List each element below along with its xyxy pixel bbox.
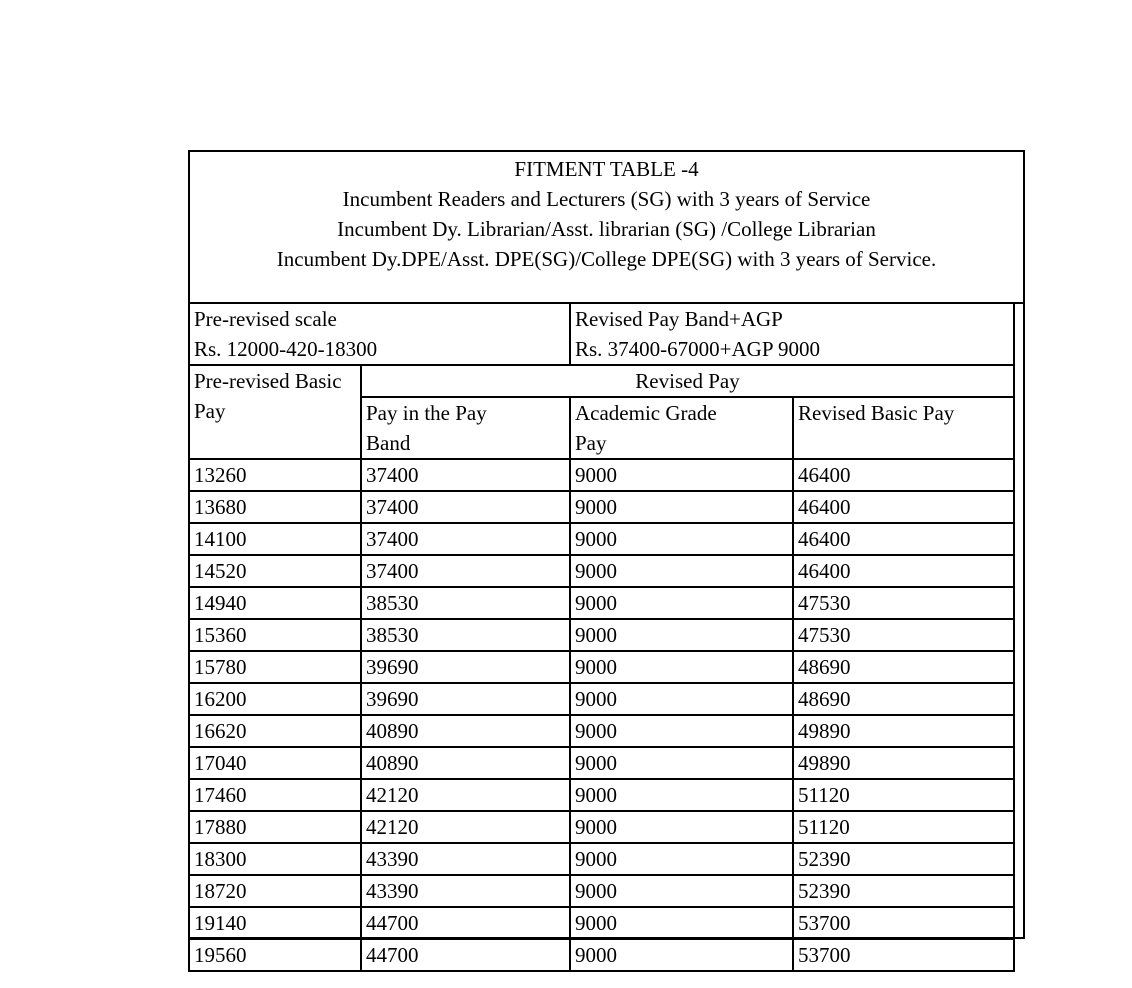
- pay-in-pay-band-cell: 37400: [361, 523, 570, 555]
- pre-revised-basic-pay-cell: 13680: [189, 491, 361, 523]
- revised-basic-pay-cell: 52390: [793, 875, 1014, 907]
- header-pay-in-pay-band: [361, 397, 570, 459]
- table-row: [189, 939, 1014, 971]
- revised-basic-pay-cell: 46400: [793, 459, 1014, 491]
- header-agp-line2: Pay: [575, 431, 607, 455]
- academic-grade-pay-cell: 9000: [570, 555, 793, 587]
- revised-pay-band-value: Rs. 37400-67000+AGP 9000: [575, 337, 820, 361]
- academic-grade-pay-cell: 9000: [570, 843, 793, 875]
- pay-in-pay-band-cell: 42120: [361, 779, 570, 811]
- academic-grade-pay-cell: 9000: [570, 811, 793, 843]
- table-row: [189, 843, 1014, 875]
- subtitle-readers-lecturers: Incumbent Readers and Lecturers (SG) with 3 years of Service: [342, 187, 871, 211]
- header-pay-band-line1: Pay in the Pay: [366, 401, 487, 425]
- pay-in-pay-band-cell: 44700: [361, 939, 570, 971]
- header-pre-revised-basic-line1: Pre-revised Basic: [194, 369, 342, 393]
- pay-in-pay-band-cell: 40890: [361, 715, 570, 747]
- table-row: [189, 587, 1014, 619]
- pay-in-pay-band-cell: 37400: [361, 459, 570, 491]
- revised-basic-pay-cell: 46400: [793, 555, 1014, 587]
- revised-basic-pay-cell: 46400: [793, 491, 1014, 523]
- pre-revised-basic-pay-cell: 16620: [189, 715, 361, 747]
- pay-in-pay-band-cell: 38530: [361, 587, 570, 619]
- academic-grade-pay-cell: 9000: [570, 491, 793, 523]
- pre-revised-basic-pay-cell: 19560: [189, 939, 361, 971]
- academic-grade-pay-cell: 9000: [570, 907, 793, 939]
- pre-revised-basic-pay-cell: 17040: [189, 747, 361, 779]
- revised-basic-pay-cell: 47530: [793, 587, 1014, 619]
- revised-basic-pay-cell: 53700: [793, 939, 1014, 971]
- pay-in-pay-band-cell: 37400: [361, 491, 570, 523]
- revised-basic-pay-cell: 51120: [793, 811, 1014, 843]
- pre-revised-basic-pay-cell: 15780: [189, 651, 361, 683]
- table-row: [189, 907, 1014, 939]
- title-block: [190, 152, 1023, 304]
- header-pay-band-line2: Band: [366, 431, 411, 455]
- academic-grade-pay-cell: 9000: [570, 523, 793, 555]
- pre-revised-basic-pay-cell: 19140: [189, 907, 361, 939]
- pay-in-pay-band-cell: 42120: [361, 811, 570, 843]
- academic-grade-pay-cell: 9000: [570, 747, 793, 779]
- academic-grade-pay-cell: 9000: [570, 939, 793, 971]
- revised-basic-pay-cell: 46400: [793, 523, 1014, 555]
- pre-revised-basic-pay-cell: 16200: [189, 683, 361, 715]
- revised-pay-band-cell: [570, 303, 1014, 365]
- revised-basic-pay-cell: 53700: [793, 907, 1014, 939]
- revised-basic-pay-cell: 48690: [793, 683, 1014, 715]
- pre-revised-basic-pay-cell: 13260: [189, 459, 361, 491]
- header-revised-pay: Revised Pay: [361, 365, 1014, 397]
- pay-in-pay-band-cell: 43390: [361, 875, 570, 907]
- scale-row: [189, 303, 1014, 365]
- academic-grade-pay-cell: 9000: [570, 459, 793, 491]
- pre-revised-basic-pay-cell: 15360: [189, 619, 361, 651]
- revised-basic-pay-cell: 51120: [793, 779, 1014, 811]
- academic-grade-pay-cell: 9000: [570, 619, 793, 651]
- revised-basic-pay-cell: 49890: [793, 747, 1014, 779]
- table-row: [189, 715, 1014, 747]
- header-row-1: [189, 365, 1014, 397]
- table-row: [189, 555, 1014, 587]
- table-row: [189, 459, 1014, 491]
- academic-grade-pay-cell: 9000: [570, 875, 793, 907]
- revised-basic-pay-cell: 49890: [793, 715, 1014, 747]
- academic-grade-pay-cell: 9000: [570, 715, 793, 747]
- pre-revised-basic-pay-cell: 18720: [189, 875, 361, 907]
- table-row: [189, 491, 1014, 523]
- pre-revised-scale-label: Pre-revised scale: [194, 307, 337, 331]
- pay-in-pay-band-cell: 39690: [361, 651, 570, 683]
- pre-revised-basic-pay-cell: 14100: [189, 523, 361, 555]
- pre-revised-basic-pay-cell: 14520: [189, 555, 361, 587]
- table-row: [189, 651, 1014, 683]
- table-row: [189, 619, 1014, 651]
- header-pre-revised-basic-line2: Pay: [194, 399, 226, 423]
- pre-revised-scale-value: Rs. 12000-420-18300: [194, 337, 378, 361]
- table-row: [189, 683, 1014, 715]
- pay-in-pay-band-cell: 40890: [361, 747, 570, 779]
- pre-revised-scale-cell: [189, 303, 570, 365]
- table-row: [189, 875, 1014, 907]
- pay-in-pay-band-cell: 39690: [361, 683, 570, 715]
- table-title: FITMENT TABLE -4: [514, 157, 699, 181]
- table-row: [189, 811, 1014, 843]
- header-revised-basic-pay: Revised Basic Pay: [793, 397, 1014, 459]
- subtitle-librarians: Incumbent Dy. Librarian/Asst. librarian (SG) /College Librarian: [337, 217, 876, 241]
- pre-revised-basic-pay-cell: 18300: [189, 843, 361, 875]
- table-row: [189, 779, 1014, 811]
- fitment-table-sheet: [188, 150, 1025, 967]
- pay-in-pay-band-cell: 43390: [361, 843, 570, 875]
- header-academic-grade-pay: [570, 397, 793, 459]
- pay-in-pay-band-cell: 44700: [361, 907, 570, 939]
- academic-grade-pay-cell: 9000: [570, 683, 793, 715]
- pre-revised-basic-pay-cell: 17880: [189, 811, 361, 843]
- revised-pay-band-label: Revised Pay Band+AGP: [575, 307, 783, 331]
- pre-revised-basic-pay-cell: 17460: [189, 779, 361, 811]
- revised-basic-pay-cell: 47530: [793, 619, 1014, 651]
- pre-revised-basic-pay-cell: 14940: [189, 587, 361, 619]
- pay-in-pay-band-cell: 37400: [361, 555, 570, 587]
- subtitle-dpe: Incumbent Dy.DPE/Asst. DPE(SG)/College DPE(SG) with 3 years of Service.: [276, 247, 937, 271]
- header-pre-revised-basic-pay: [189, 365, 361, 459]
- table-row: [189, 747, 1014, 779]
- revised-basic-pay-cell: 52390: [793, 843, 1014, 875]
- table-row: [189, 523, 1014, 555]
- pay-in-pay-band-cell: 38530: [361, 619, 570, 651]
- academic-grade-pay-cell: 9000: [570, 779, 793, 811]
- academic-grade-pay-cell: 9000: [570, 587, 793, 619]
- revised-basic-pay-cell: 48690: [793, 651, 1014, 683]
- academic-grade-pay-cell: 9000: [570, 651, 793, 683]
- fitment-table: [188, 302, 1015, 972]
- header-agp-line1: Academic Grade: [575, 401, 717, 425]
